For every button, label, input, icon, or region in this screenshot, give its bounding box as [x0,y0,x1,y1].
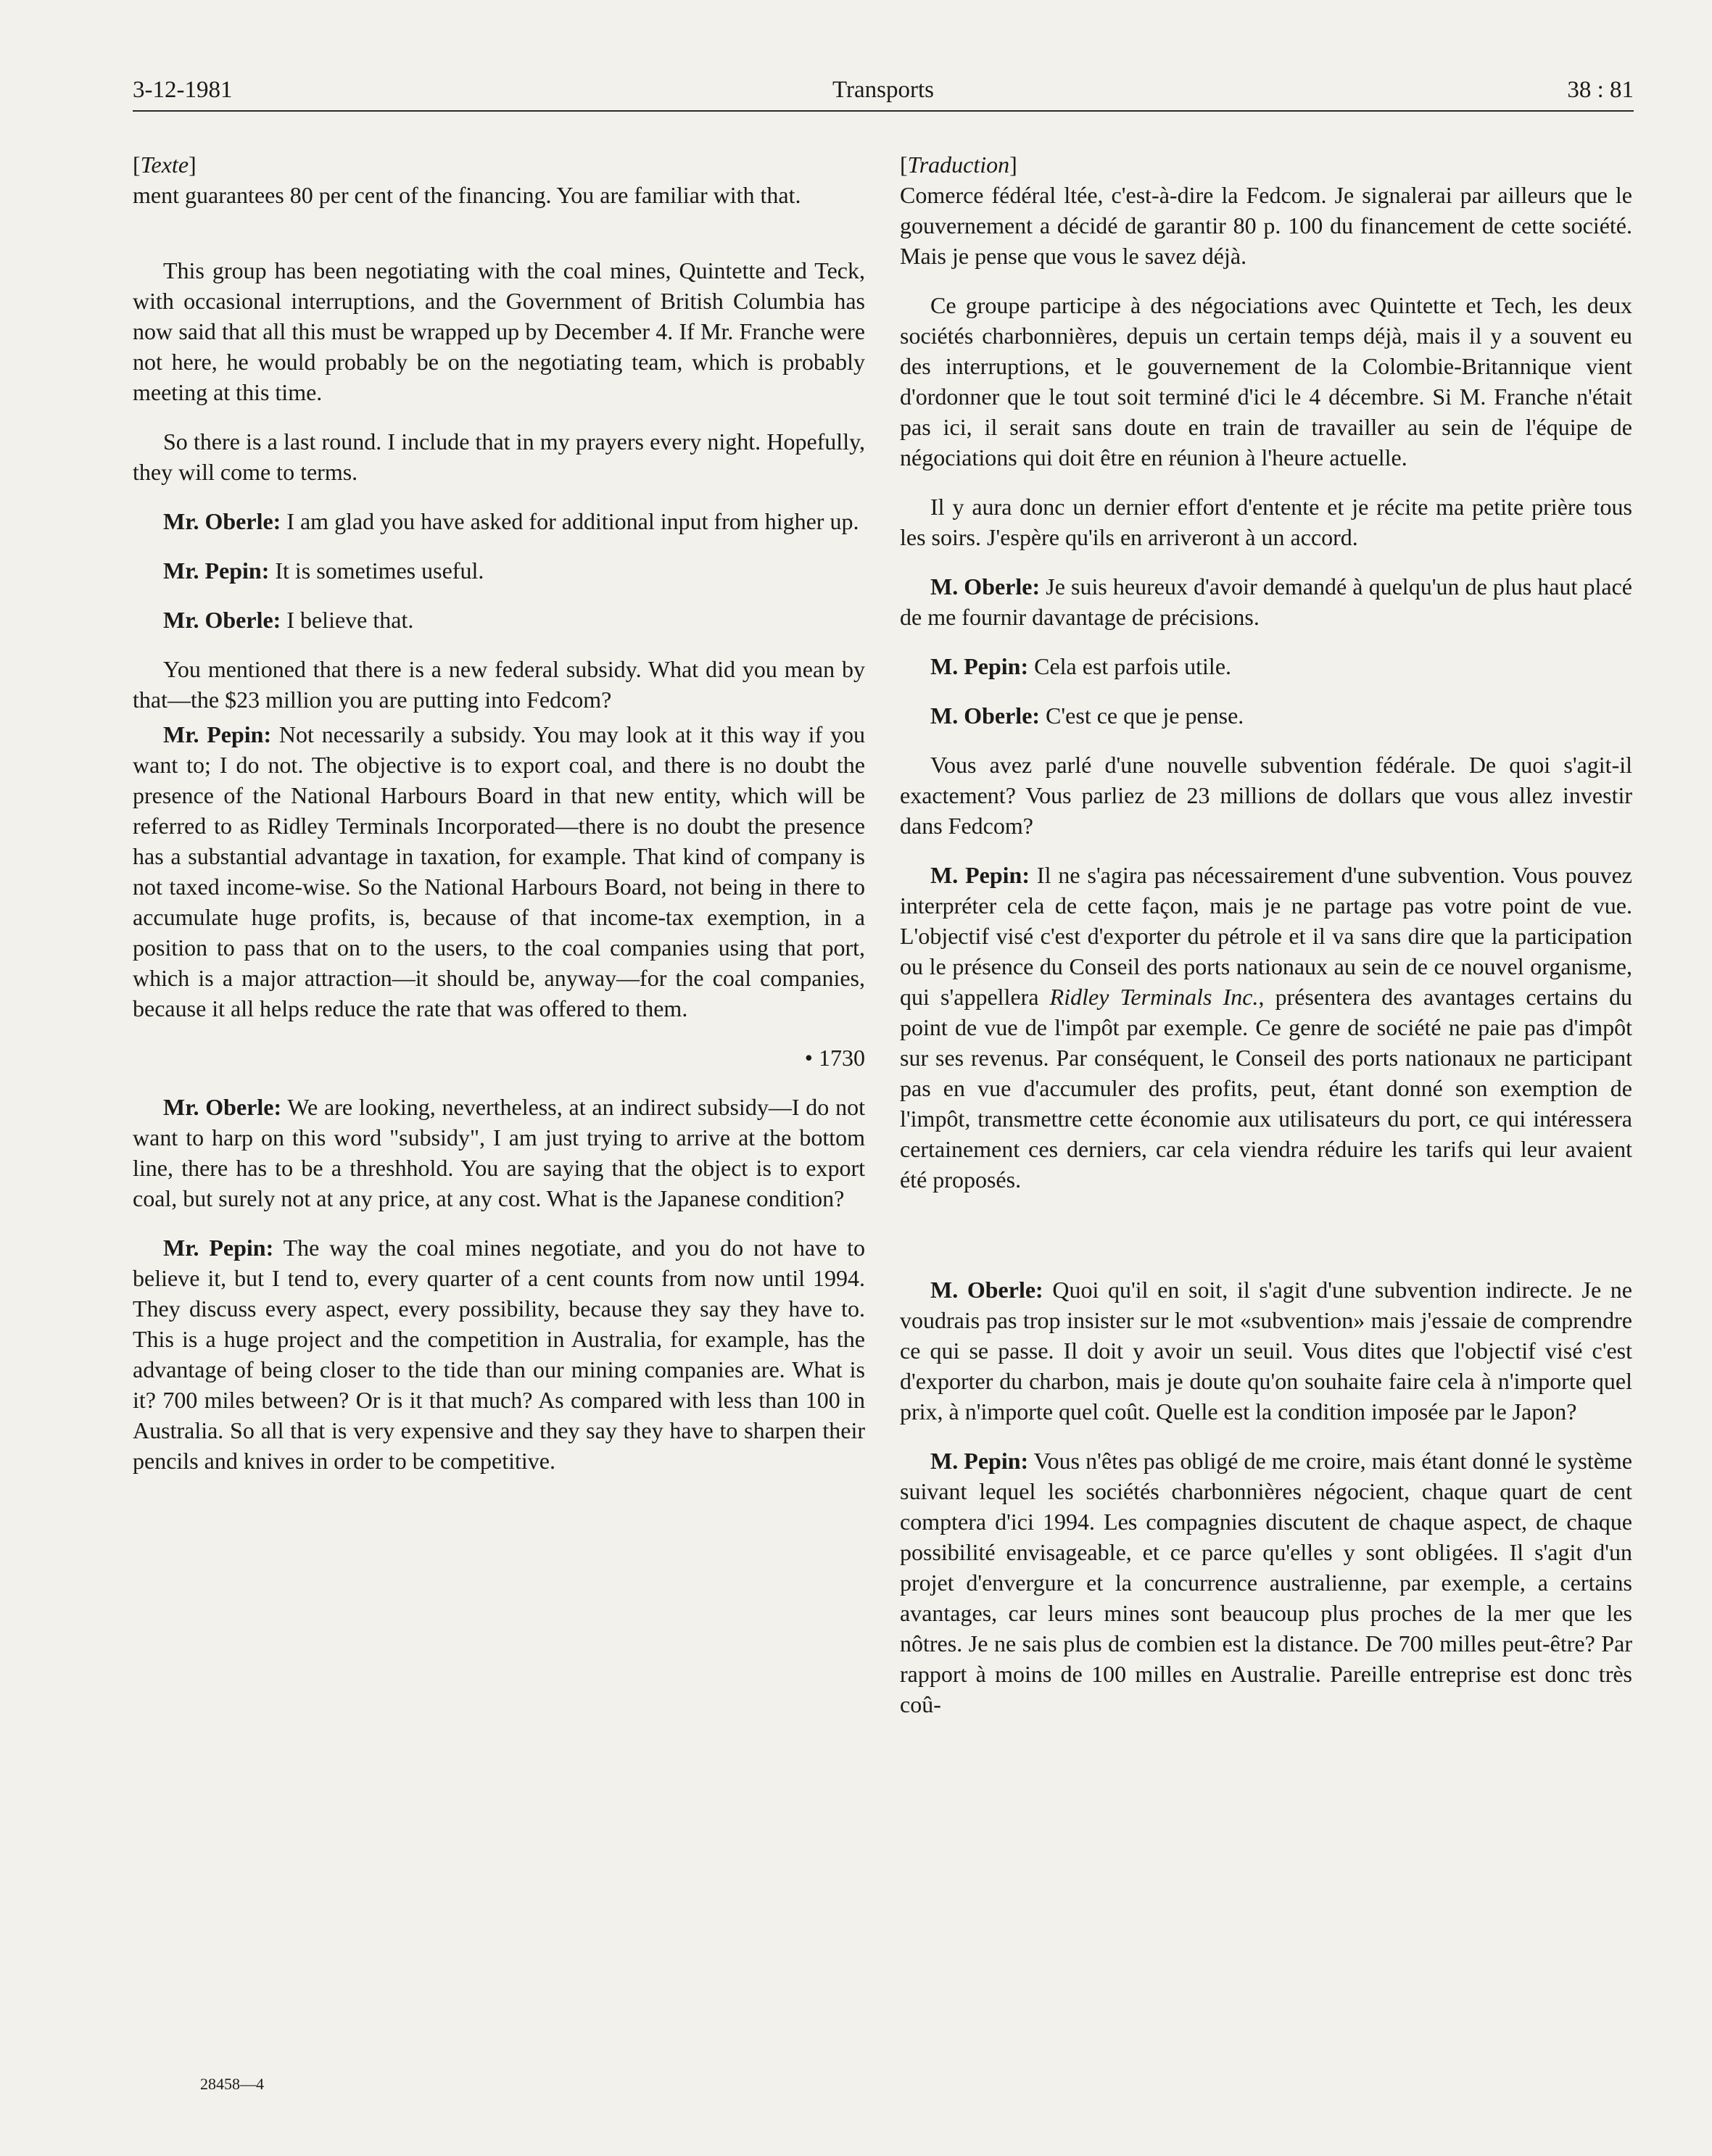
text-tag-label: Texte [140,152,189,178]
speech-text: I am glad you have asked for additional input from higher up. [281,508,859,534]
translation-tag-label: Traduction [907,152,1010,178]
paragraph [133,719,865,1024]
header-page-number: 38 : 81 [1567,77,1634,103]
paragraph [900,1446,1632,1720]
paragraph: You mentioned that there is a new federal subsidy. What did you mean by that—the $23 million you are putting into Fedcom? [133,656,865,713]
speech-text: The way the coal mines negotiate, and you do not have to believe it, but I tend to, every quarter of a cent counts from now until 1994. They discuss every aspect, every possibility, because they say they have to. This is a huge project and the competition in Australia, for example, has the advantage of being closer to the tide than our mining companies are. What is it? 700 miles between? Or is it that much? As compared with less than 100 in Australia. So all that is very expensive and they say they have to sharpen their pencils and knives in order to be competitive. [133,1235,866,1474]
paragraph [133,555,865,586]
time-marker: • 1730 [804,1045,865,1071]
speaker-name: M. Oberle: [930,573,1041,600]
speaker-name: Mr. Pepin: [163,1235,274,1261]
company-name: Ridley Terminals Inc. [1049,984,1259,1010]
paragraph: So there is a last round. I include that in my prayers every night. Hopefully, they will come to terms. [133,428,865,485]
paragraph: Ce groupe participe à des négociations avec Quintette et Tech, les deux sociétés charbonnières, depuis un certain temps déjà, mais il y a souvent eu des interruptions, et le gouvernement de la Colombie-Britannique vient d'ordonner que le tout soit terminé d'ici le 4 décembre. Si M. Franche n'était pas ici, il serait sans doute en train de travailler au sein de l'équipe de négociations qui doit être en réunion à l'heure actuelle. [900,292,1632,470]
paragraph: This group has been negotiating with the coal mines, Quintette and Teck, with occasional interruptions, and the Government of British Columbia has now said that all this must be wrapped up by December 4. If Mr. Franche were not here, he would probably be on the negotiating team, which is probably meeting at this time. [133,257,865,405]
french-column [900,149,1632,1738]
speaker-name: Mr. Pepin: [163,721,272,747]
speaker-name: M. Pepin: [930,1448,1029,1474]
speaker-name: M. Oberle: [930,702,1041,729]
speech-text: We are looking, nevertheless, at an indirect subsidy—I do not want to harp on this word "subsidy", I am just trying to arrive at the bottom line, there has to be a threshhold. You are saying that the object is to export coal, but surely not at any price, at any cost. What is the Japanese condition? [133,1094,866,1211]
paragraph [900,860,1632,1195]
header-rule [133,110,1634,112]
header-date: 3-12-1981 [133,77,233,103]
speech-text: I believe that. [281,607,414,633]
paragraph [900,1274,1632,1427]
speaker-name: M. Pepin: [930,653,1029,679]
speaker-name: Mr. Oberle: [163,607,281,633]
paragraph: Il y aura donc un dernier effort d'entente et je récite ma petite prière tous les soirs. J'espère qu'ils en arriveront à un accord. [900,494,1632,550]
paragraph: Comerce fédéral ltée, c'est-à-dire la Fedcom. Je signalerai par ailleurs que le gouvernement a décidé de garantir 80 p. 100 du financement de cette société. Mais je pense que vous le savez déjà. [900,182,1632,269]
text-tag: [Texte] [133,152,197,178]
paragraph [900,651,1632,681]
translation-tag: [Traduction] [900,152,1017,178]
speech-text: Cela est parfois utile. [1028,653,1232,679]
paragraph [900,700,1632,731]
speaker-name: Mr. Oberle: [163,1094,282,1120]
paragraph: ment guarantees 80 per cent of the financing. You are familiar with that. [133,182,801,208]
speech-text: Not necessarily a subsidy. You may look at it this way if you want to; I do not. The objective is to export coal, and there is no doubt the presence of the National Harbours Board in that new entity, which will be referred to as Ridley Terminals Incorporated—there is no doubt the presence has a substantial advantage in taxation, for example. That kind of company is not taxed income-wise. So the National Harbours Board, not being in there to accumulate huge profits, is, because of that income-tax exemption, in a position to pass that on to the users, to the coal companies using that port, which is a major attraction—it should be, anyway—for the coal companies, because it all helps reduce the rate that was offered to them. [133,721,866,1021]
speech-text: C'est ce que je pense. [1040,702,1244,729]
speech-text: It is sometimes useful. [269,557,484,584]
speech-text: Vous n'êtes pas obligé de me croire, mais étant donné le système suivant lequel les sociétés charbonnières négocient, chaque quart de cent comptera d'ici 1994. Les compagnies discutent de chaque aspect, de chaque possibilité envisageable, et ce parce qu'elles y sont obligées. Il s'agit d'un projet d'envergure et la concurrence australienne, par exemple, a certains avantages, car leurs mines sont beaucoup plus proches de la mer que les nôtres. Je ne sais plus de combien est la distance. De 700 milles peut-être? Par rapport à moins de 100 milles en Australie. Pareille entreprise est donc très coû- [900,1448,1633,1717]
speech-text: , présentera des avantages certains du point de vue de l'impôt par exemple. Ce genre de société ne paie pas d'impôt sur ses revenus. Par conséquent, le Conseil des ports nationaux ne participant pas en vue d'accumuler des profits, peut, étant donné son exemption de l'impôt, transmettre cette économie aux utilisateurs du port, ce qui intéressera certainement ces derniers, car cela viendra réduire les tarifs qui leur avaient été proposés. [900,984,1632,1193]
paragraph [133,1092,865,1214]
paragraph: Vous avez parlé d'une nouvelle subvention fédérale. De quoi s'agit-il exactement? Vous parliez de 23 millions de dollars que vous allez investir dans Fedcom? [900,752,1632,839]
header-title: Transports [832,77,934,103]
speaker-name: Mr. Oberle: [163,508,281,534]
paragraph [133,506,865,536]
paragraph [133,605,865,635]
speech-text: Il ne s'agira pas nécessairement d'une subvention. Vous pouvez interpréter cela de cette façon, mais je ne partage pas votre point de vue. L'objectif visé c'est d'exporter du pétrole et il va sans dire que la participation ou le présence du Conseil des ports nationaux au sein de ce nouvel organisme, qui s'appellera [900,862,1633,1010]
english-column [133,149,865,1495]
speaker-name: M. Oberle: [930,1277,1043,1303]
printer-code: 28458—4 [200,2075,264,2093]
speaker-name: Mr. Pepin: [163,557,270,584]
paragraph [900,571,1632,632]
paragraph [133,1232,865,1476]
speech-text: Je suis heureux d'avoir demandé à quelqu'un de plus haut placé de me fournir davantage de précisions. [900,573,1633,630]
running-header [133,74,1634,109]
speech-text: Quoi qu'il en soit, il s'agit d'une subvention indirecte. Je ne voudrais pas trop insister sur le mot «subvention» mais j'essaie de comprendre ce qui se passe. Il doit y avoir un seuil. Vous dites que l'objectif visé c'est d'exporter du charbon, mais je doute qu'on souhaite faire cela à n'importe quel prix, à n'importe quel coût. Quelle est la condition imposée par le Japon? [900,1277,1633,1425]
speaker-name: M. Pepin: [930,862,1030,888]
